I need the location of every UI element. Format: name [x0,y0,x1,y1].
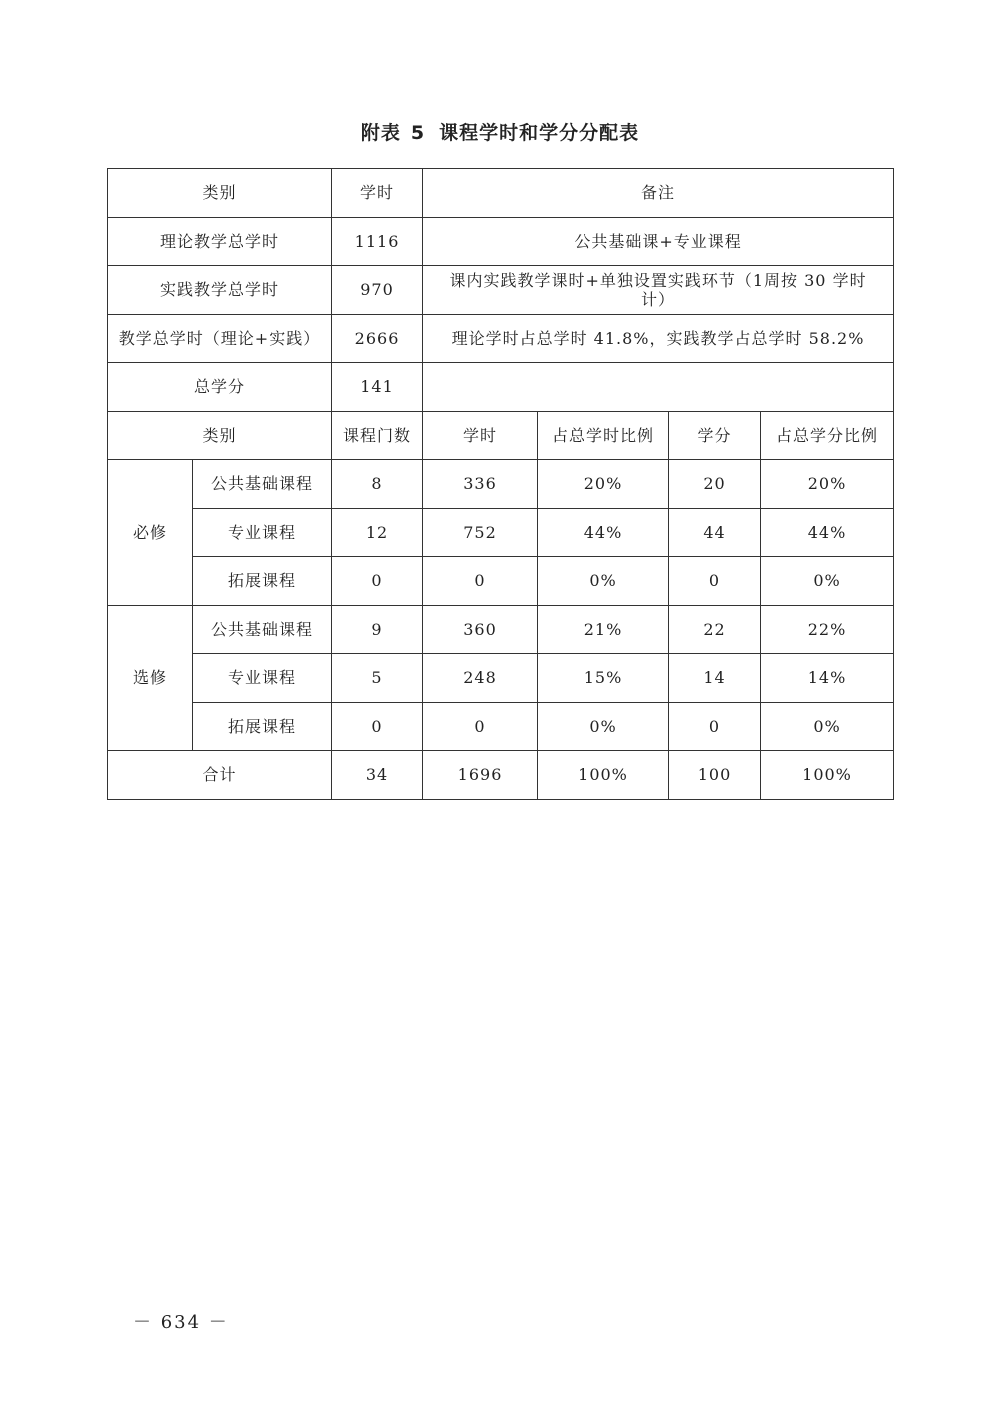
course-credits: 44 [669,508,761,557]
summary-note: 课内实践教学课时+单独设置实践环节（1周按 30 学时计） [423,266,894,315]
course-credits: 20 [669,460,761,509]
course-count: 0 [332,702,423,751]
course-hours: 248 [423,654,538,703]
course-hours-ratio: 44% [538,508,669,557]
summary-value: 141 [332,363,423,412]
summary-label: 教学总学时（理论+实践） [108,314,332,363]
group-label-elective: 选修 [108,605,193,751]
total-hours: 1696 [423,751,538,800]
course-type: 公共基础课程 [193,460,332,509]
summary-label: 实践教学总学时 [108,266,332,315]
title-prefix: 附表 [360,122,401,144]
detail-header-hours: 学时 [423,411,538,460]
total-hours-ratio: 100% [538,751,669,800]
course-credits-ratio: 22% [761,605,894,654]
header-hours: 学时 [332,169,423,218]
course-credits-ratio: 0% [761,557,894,606]
summary-note: 理论学时占总学时 41.8%，实践教学占总学时 58.2% [423,314,894,363]
course-count: 0 [332,557,423,606]
course-count: 8 [332,460,423,509]
course-type: 专业课程 [193,654,332,703]
top-header-row [108,169,894,218]
course-credits-ratio: 20% [761,460,894,509]
title-name: 课程学时和学分分配表 [439,122,640,144]
course-type: 拓展课程 [193,557,332,606]
group-label-required: 必修 [108,460,193,606]
summary-value: 970 [332,266,423,315]
course-type: 公共基础课程 [193,605,332,654]
course-credits-ratio: 0% [761,702,894,751]
summary-row [108,217,894,266]
course-hours: 0 [423,702,538,751]
course-hours-ratio: 0% [538,557,669,606]
course-credits: 14 [669,654,761,703]
course-credits: 0 [669,557,761,606]
table-row [108,654,894,703]
course-count: 12 [332,508,423,557]
table-row [108,508,894,557]
header-category: 类别 [108,169,332,218]
course-hours: 360 [423,605,538,654]
course-hours-ratio: 15% [538,654,669,703]
table-title [0,118,1000,145]
table-row [108,557,894,606]
course-count: 5 [332,654,423,703]
detail-header-row [108,411,894,460]
page-number: － 634 － [133,1312,229,1333]
course-count: 9 [332,605,423,654]
detail-header-credits-ratio: 占总学分比例 [761,411,894,460]
course-credits: 0 [669,702,761,751]
total-label: 合计 [108,751,332,800]
course-hours: 0 [423,557,538,606]
summary-label: 总学分 [108,363,332,412]
title-number: 5 [410,122,426,144]
course-hours-ratio: 21% [538,605,669,654]
table-row [108,460,894,509]
total-count: 34 [332,751,423,800]
summary-note [423,363,894,412]
detail-header-hours-ratio: 占总学时比例 [538,411,669,460]
course-credits-ratio: 14% [761,654,894,703]
summary-row [108,266,894,315]
course-hours-ratio: 20% [538,460,669,509]
total-credits: 100 [669,751,761,800]
summary-row [108,363,894,412]
credit-hour-table [107,168,894,800]
course-hours: 336 [423,460,538,509]
course-type: 拓展课程 [193,702,332,751]
detail-header-category: 类别 [108,411,332,460]
table-row [108,702,894,751]
table-row [108,605,894,654]
summary-value: 1116 [332,217,423,266]
detail-header-course-count: 课程门数 [332,411,423,460]
course-credits-ratio: 44% [761,508,894,557]
total-credits-ratio: 100% [761,751,894,800]
course-hours-ratio: 0% [538,702,669,751]
summary-note: 公共基础课+专业课程 [423,217,894,266]
detail-header-credits: 学分 [669,411,761,460]
summary-row [108,314,894,363]
summary-value: 2666 [332,314,423,363]
total-row [108,751,894,800]
summary-label: 理论教学总学时 [108,217,332,266]
course-hours: 752 [423,508,538,557]
header-remarks: 备注 [423,169,894,218]
course-type: 专业课程 [193,508,332,557]
course-credits: 22 [669,605,761,654]
